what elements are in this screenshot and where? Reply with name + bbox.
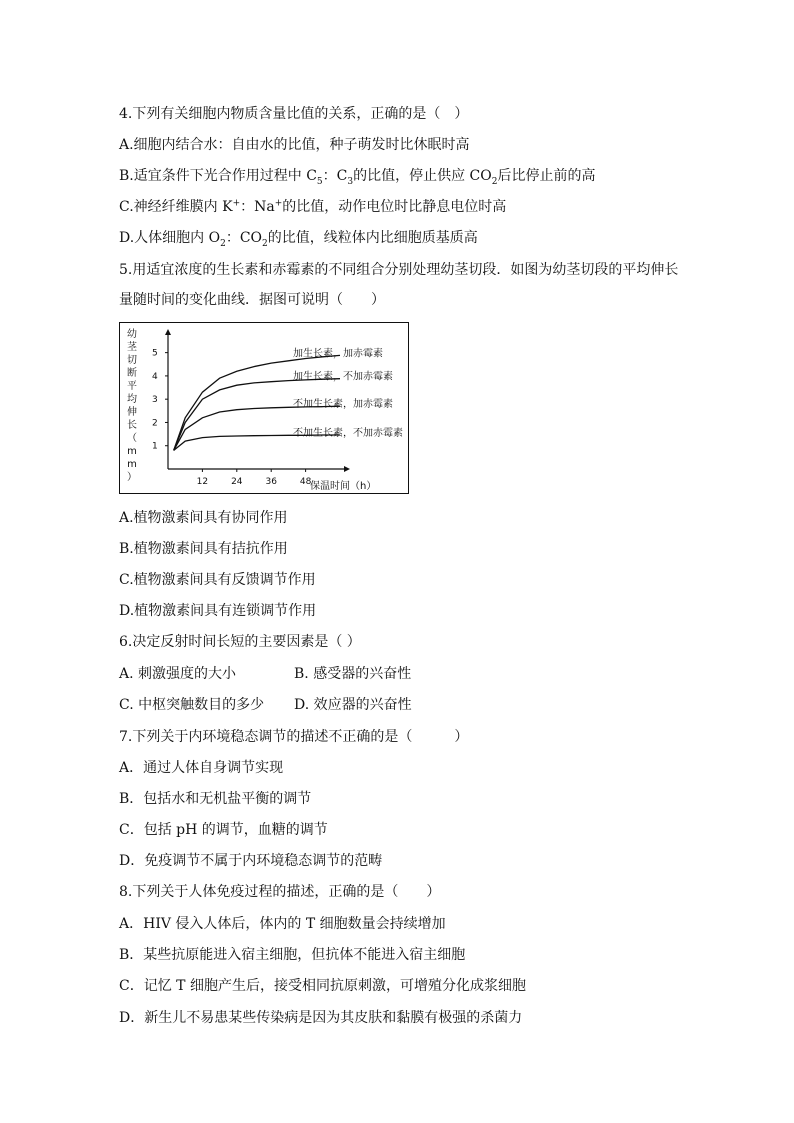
x-tick-label: 24 <box>231 477 243 487</box>
q5-stem-line1: 5.用适宜浓度的生长素和赤霉素的不同组合分别处理幼茎切段．如图为幼茎切段的平均伸长 <box>119 262 679 278</box>
q4-option-c: C.神经纤维膜内 K+：Na+的比值，动作电位时比静息电位时高 <box>119 198 507 215</box>
q5-option-a: A.植物激素间具有协同作用 <box>119 510 288 526</box>
y-tick-label: 1 <box>152 441 158 452</box>
series-label-1: 加生长素，加赤霉素 <box>293 348 383 360</box>
q6-option-c: C. 中枢突触数目的多少 <box>119 697 265 713</box>
q8-option-a: A．HIV 侵入人体后，体内的 T 细胞数量会持续增加 <box>119 916 446 932</box>
y-tick-label: 5 <box>152 348 158 359</box>
q4-option-b: B.适宜条件下光合作用过程中 $C_5$：$C_3$的比值，停止供应 $CO_2$后比停止前的高 <box>119 168 596 187</box>
y-axis-label-char: 切 <box>127 355 137 366</box>
y-axis-label-char: 伸 <box>127 407 137 418</box>
y-axis-label <box>127 327 138 483</box>
q7-option-c: C．包括 pH 的调节，血糖的调节 <box>119 822 328 838</box>
y-axis-label-char: m <box>127 446 137 457</box>
x-axis-label: 保温时间（h） <box>310 481 377 492</box>
series-label-2: 加生长素，不加赤霉素 <box>293 371 393 383</box>
y-tick-label: 4 <box>152 371 158 382</box>
q8-option-d: D．新生儿不易患某些传染病是因为其皮肤和黏膜有极强的杀菌力 <box>119 1010 523 1026</box>
series-labels <box>293 346 403 439</box>
series-label-3: 不加生长素，加赤霉素 <box>293 399 393 411</box>
y-tick-label: 2 <box>152 418 158 429</box>
q6-option-a: A. 刺激强度的大小 <box>119 666 237 682</box>
series-label-4: 不加生长素，不加赤霉素 <box>293 428 403 440</box>
q7-option-d: D．免疫调节不属于内环境稳态调节的范畴 <box>119 853 383 869</box>
q8-stem: 8.下列关于人体免疫过程的描述，正确的是（ ） <box>119 884 441 900</box>
q4-option-a: A.细胞内结合水：自由水的比值，种子萌发时比休眠时高 <box>119 137 470 153</box>
growth-chart <box>119 322 409 494</box>
y-axis-label-char: ） <box>127 472 137 483</box>
y-axis-label-char: （ <box>127 433 137 444</box>
q5-option-b: B.植物激素间具有拮抗作用 <box>119 541 288 557</box>
q6-stem: 6.决定反射时间长短的主要因素是（ ） <box>119 634 361 650</box>
y-axis-label-char: 均 <box>127 394 137 405</box>
q6-option-d: D. 效应器的兴奋性 <box>294 697 412 713</box>
q5-option-d: D.植物激素间具有连锁调节作用 <box>119 603 317 619</box>
q5-stem-line2: 量随时间的变化曲线．据图可说明（ ） <box>119 292 385 308</box>
q4-stem: 4.下列有关细胞内物质含量比值的关系，正确的是（ ） <box>119 106 469 122</box>
y-axis-label-char: 平 <box>127 381 137 392</box>
y-axis-label-char: 断 <box>127 368 137 379</box>
x-tick-label: 48 <box>299 477 312 487</box>
q7-option-b: B．包括水和无机盐平衡的调节 <box>119 791 312 807</box>
q7-stem: 7.下列关于内环境稳态调节的描述不正确的是（ ） <box>119 729 469 745</box>
y-axis-label-char: 茎 <box>127 342 137 353</box>
series-line-2 <box>174 379 340 451</box>
q5-option-c: C.植物激素间具有反馈调节作用 <box>119 572 316 588</box>
y-tick-label: 3 <box>152 395 158 406</box>
x-tick-label: 36 <box>265 477 277 487</box>
y-axis-arrow <box>165 329 171 335</box>
y-axis-label-char: 幼 <box>127 329 137 340</box>
y-axis-label-char: 长 <box>127 420 137 431</box>
x-axis-arrow <box>344 466 350 472</box>
y-axis-label-char: m <box>127 459 137 470</box>
q6-option-b: B. 感受器的兴奋性 <box>294 666 412 682</box>
q4-option-d: D.人体细胞内 $O_2$：$CO_2$的比值，线粒体内比细胞质基质高 <box>119 230 478 249</box>
axis-ticks <box>152 349 312 487</box>
q8-option-b: B．某些抗原能进入宿主细胞，但抗体不能进入宿主细胞 <box>119 947 466 963</box>
q7-option-a: A．通过人体自身调节实现 <box>119 760 284 776</box>
growth-chart-svg <box>120 323 408 493</box>
q8-option-c: C．记忆 T 细胞产生后，接受相同抗原刺激，可增殖分化成浆细胞 <box>119 978 526 994</box>
x-tick-label: 12 <box>196 477 209 487</box>
